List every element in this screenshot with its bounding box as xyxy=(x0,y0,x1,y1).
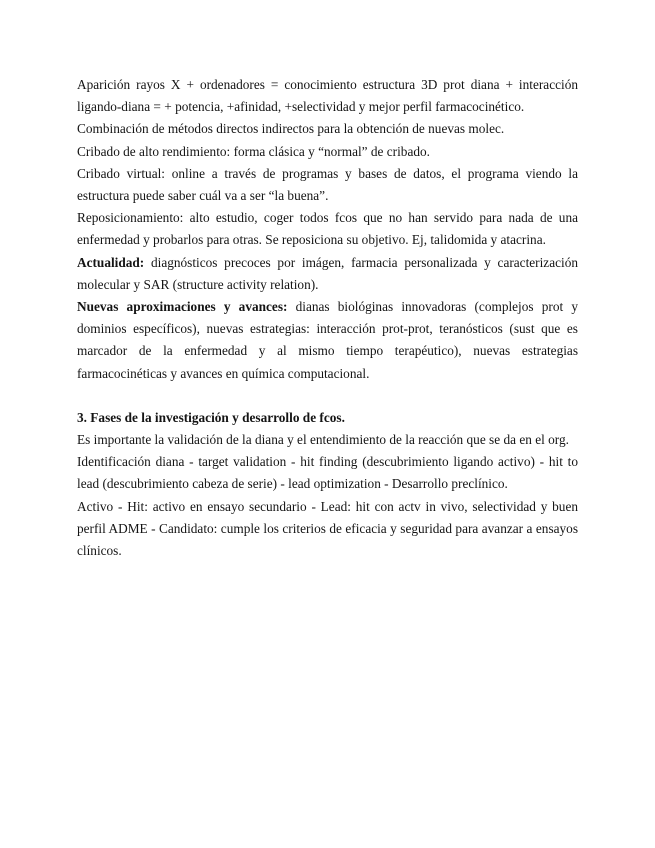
actualidad-lead: Actualidad: xyxy=(77,254,145,270)
nuevas-aproximaciones-lead: Nuevas aproximaciones y avances: xyxy=(77,299,288,315)
actualidad-text: diagnósticos precoces por imágen, farmacia personalizada y caracterización molecular y SAR (structure activity relation). xyxy=(77,254,578,292)
paragraph-nuevas-aproximaciones xyxy=(77,296,578,385)
section-heading: 3. Fases de la investigación y desarrollo de fcos. xyxy=(77,409,345,425)
paragraph-activo-hit-lead: Activo - Hit: activo en ensayo secundario - Lead: hit con actv in vivo, selectividad y buen perfil ADME - Candidato: cumple los criterios de eficacia y seguridad para avanzar a ensayos clínicos. xyxy=(77,498,578,559)
paragraph-actualidad xyxy=(77,252,578,296)
paragraph-cribado-alto-rendimiento: Cribado de alto rendimiento: forma clásica y “normal” de cribado. xyxy=(77,143,430,159)
paragraph-reposicionamiento: Reposicionamiento: alto estudio, coger todos fcos que no han servido para nada de una enfermedad y probarlos para otras. Se reposiciona su objetivo. Ej, talidomida y atacrina. xyxy=(77,210,578,248)
nuevas-aproximaciones-text: dianas biológinas innovadoras (complejos prot y dominios específicos), nuevas estrategias: interacción prot-prot, teranósticos (sust que es marcador de la enfermedad y al mismo tiempo terapéutico), nuevas estrategias farmacocinéticas y avances en química computacional. xyxy=(77,299,578,381)
paragraph-cribado-virtual: Cribado virtual: online a través de programas y bases de datos, el programa viendo la estructura puede saber cuál va a ser “la buena”. xyxy=(77,165,578,204)
paragraph-rayos-x: Aparición rayos X + ordenadores = conocimiento estructura 3D prot diana + interacción ligando-diana = + potencia, +afinidad, +selectividad y mejor perfil farmacocinético. xyxy=(77,77,578,115)
section-spacer xyxy=(77,385,578,407)
paragraph-combinacion-metodos: Combinación de métodos directos indirectos para la obtención de nuevas molec. xyxy=(77,121,505,137)
paragraph-validacion-diana: Es importante la validación de la diana y el entendimiento de la reacción que se da en el org. xyxy=(77,432,569,448)
paragraph-identificacion-diana: Identificación diana - target validation - hit finding (descubrimiento ligando activo) - hit to lead (descubrimiento cabeza de serie) - lead optimization - Desarrollo preclínico. xyxy=(77,454,578,492)
document-page xyxy=(77,74,578,562)
